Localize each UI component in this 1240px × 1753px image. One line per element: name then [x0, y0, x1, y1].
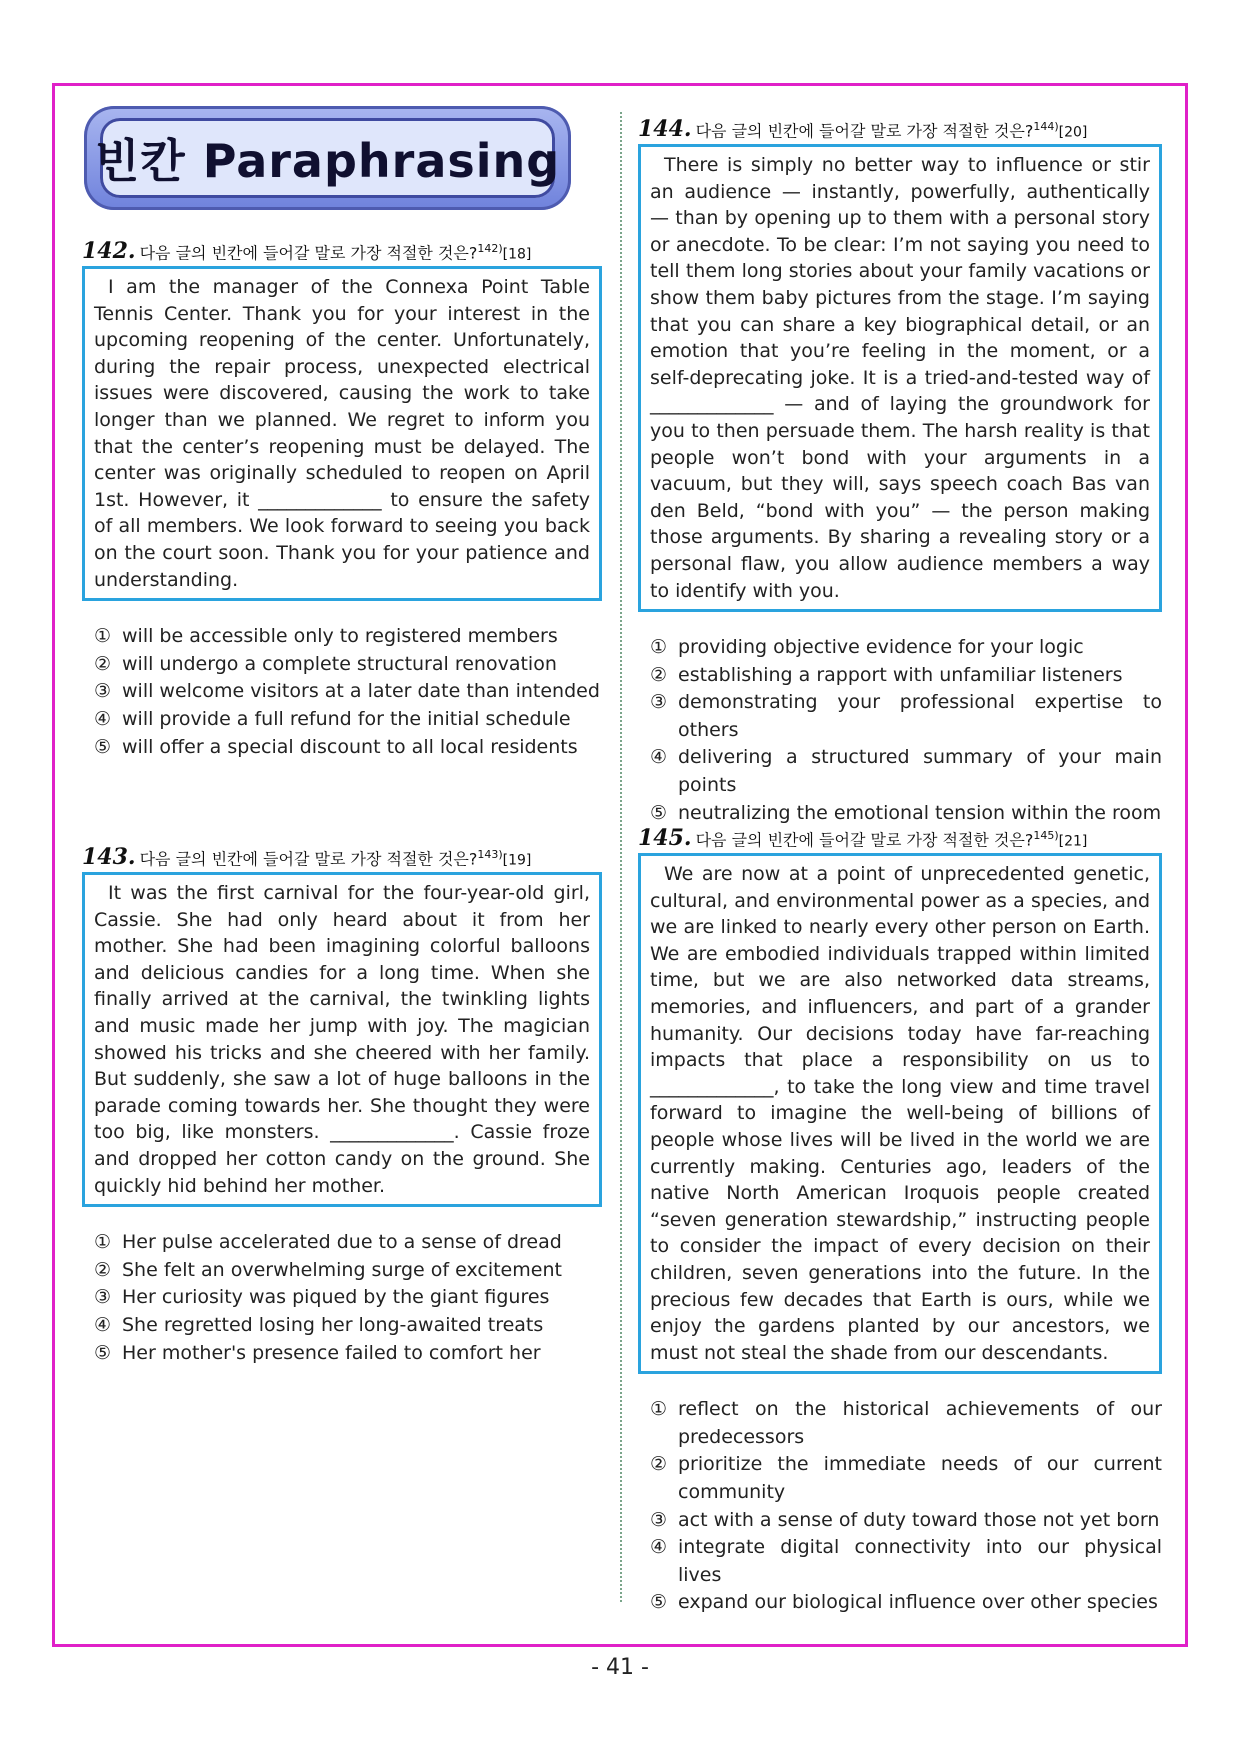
option-number: ③: [650, 691, 668, 714]
option-number: ④: [94, 707, 112, 730]
question-143: [82, 842, 602, 1367]
passage-box: There is simply no better way to influence or stir an audience — instantly, powerfully, authentically — than by opening up to them with a personal story or anecdote. To be clear: I’m not saying you need to tell them long stories about your family vacations or show them baby pictures from the stage. I’m saying that you can share a key biographical detail, or an emotion that you’re feeling in the moment, or a self-deprecating joke. It is a tried-and-tested way of _____________ — and of laying the groundwork for you to then persuade them. The harsh reality is that people won’t bond with your arguments in a vacuum, but they will, says speech coach Bas van den Beld, “bond with you” — the person making those arguments. By sharing a revealing story or a personal flaw, you allow audience members a way to identify with you.: [638, 144, 1162, 612]
option-number: ①: [650, 636, 668, 659]
option-number: ①: [94, 1231, 112, 1254]
passage-box: It was the first carnival for the four-year-old girl, Cassie. She had only heard about it from her mother. She had been imagining colorful balloons and delicious candies for a long time. When she finally arrived at the carnival, the twinkling lights and music made her jump with joy. The magician showed his tricks and she cheered with her family. But suddenly, she saw a lot of huge balloons in the parade coming towards her. She thought they were too big, like monsters. _____________. Cassie froze and dropped her cotton candy on the ground. She quickly hid behind her mother.: [82, 872, 602, 1207]
question-code: 143): [477, 848, 503, 861]
section-title-badge: [84, 106, 571, 210]
answer-option[interactable]: [94, 678, 602, 706]
option-text: will offer a special discount to all local residents: [122, 735, 578, 758]
answer-option[interactable]: [94, 734, 602, 762]
page-number: - 41 -: [591, 1655, 649, 1680]
option-number: ⑤: [94, 1341, 112, 1364]
option-text: reflect on the historical achievements of our predecessors: [678, 1398, 1162, 1448]
question-prompt: 다음 글의 빈칸에 들어갈 말로 가장 적절한 것은?: [139, 243, 478, 263]
answer-option[interactable]: [650, 689, 1162, 744]
option-number: ⑤: [94, 735, 112, 758]
question-prompt: 다음 글의 빈칸에 들어갈 말로 가장 적절한 것은?: [695, 121, 1034, 141]
answer-option[interactable]: [94, 1312, 602, 1340]
option-number: ②: [650, 1453, 668, 1476]
question-source: [18]: [502, 246, 532, 263]
question-source: [21]: [1058, 833, 1088, 850]
option-text: integrate digital connectivity into our physical lives: [678, 1536, 1162, 1586]
section-title: 빈칸 Paraphrasing: [94, 134, 561, 188]
option-text: act with a sense of duty toward those not yet born: [678, 1508, 1160, 1531]
option-text: demonstrating your professional expertise to others: [678, 691, 1162, 741]
answer-option[interactable]: [650, 1534, 1162, 1589]
answer-options: [638, 1396, 1162, 1617]
question-prompt: 다음 글의 빈칸에 들어갈 말로 가장 적절한 것은?: [695, 830, 1034, 850]
answer-option[interactable]: [650, 1507, 1162, 1535]
question-source: [20]: [1058, 124, 1088, 141]
question-code: 142): [477, 242, 503, 255]
passage-box: We are now at a point of unprecedented genetic, cultural, and environmental power as a species, and we are linked to nearly every other person on Earth. We are embodied individuals trapped within limited time, but we are also networked data streams, memories, and influencers, and part of a grander humanity. Our decisions today have far-reaching impacts that place a responsibility on us to _____________, to take the long view and time travel forward to imagine the well-being of billions of people whose lives will be lived in the world we are currently making. Centuries ago, leaders of the native North American Iroquois people created “seven generation stewardship,” instructing people to consider the impact of every decision on their children, seven generations into the future. In the precious few decades that Earth is ours, while we enjoy the gardens planted by our ancestors, we must not steal the shade from our descendants.: [638, 853, 1162, 1374]
answer-option[interactable]: [650, 662, 1162, 690]
answer-option[interactable]: [650, 634, 1162, 662]
answer-options: [82, 623, 602, 761]
option-text: establishing a rapport with unfamiliar listeners: [678, 663, 1123, 686]
option-text: neutralizing the emotional tension within the room: [678, 801, 1162, 824]
question-source: [19]: [502, 852, 532, 869]
answer-option[interactable]: [650, 1396, 1162, 1451]
question-number: 142.: [82, 238, 136, 265]
option-number: ④: [94, 1313, 112, 1336]
option-number: ①: [650, 1398, 668, 1421]
option-number: ③: [94, 680, 112, 703]
answer-option[interactable]: [94, 1229, 602, 1257]
answer-options: [638, 634, 1162, 827]
option-text: She felt an overwhelming surge of excitement: [122, 1258, 562, 1281]
question-code: 144): [1033, 120, 1059, 133]
question-145: [638, 823, 1162, 1617]
option-number: ④: [650, 746, 668, 769]
option-number: ③: [650, 1508, 668, 1531]
option-text: will provide a full refund for the initial schedule: [122, 707, 571, 730]
option-number: ②: [650, 663, 668, 686]
question-code: 145): [1033, 829, 1059, 842]
answer-option[interactable]: [94, 1257, 602, 1285]
answer-option[interactable]: [94, 706, 602, 734]
option-number: ③: [94, 1286, 112, 1309]
option-number: ②: [94, 652, 112, 675]
answer-option[interactable]: [650, 744, 1162, 799]
question-header: [638, 114, 1162, 143]
option-number: ⑤: [650, 801, 668, 824]
question-header: [82, 842, 602, 871]
answer-option[interactable]: [650, 1589, 1162, 1617]
option-text: Her pulse accelerated due to a sense of dread: [122, 1231, 562, 1254]
answer-option[interactable]: [94, 1284, 602, 1312]
option-number: ①: [94, 625, 112, 648]
option-number: ②: [94, 1258, 112, 1281]
question-header: [638, 823, 1162, 852]
question-number: 143.: [82, 844, 136, 871]
option-text: delivering a structured summary of your main points: [678, 746, 1162, 797]
option-text: will undergo a complete structural renovation: [122, 652, 557, 675]
passage-box: I am the manager of the Connexa Point Table Tennis Center. Thank you for your interest in the upcoming reopening of the center. Unfortunately, during the repair process, unexpected electrical issues were discovered, causing the work to take longer than we planned. We regret to inform you that the center’s reopening must be delayed. The center was originally scheduled to reopen on April 1st. However, it _____________ to ensure the safety of all members. We look forward to seeing you back on the court soon. Thank you for your patience and understanding.: [82, 266, 602, 601]
question-number: 144.: [638, 116, 692, 143]
option-text: providing objective evidence for your logic: [678, 636, 1084, 659]
option-text: She regretted losing her long-awaited treats: [122, 1313, 544, 1336]
option-text: will welcome visitors at a later date than intended: [122, 680, 600, 703]
answer-option[interactable]: [94, 1340, 602, 1368]
question-142: [82, 236, 602, 761]
answer-option[interactable]: [94, 651, 602, 679]
option-text: Her mother's presence failed to comfort her: [122, 1341, 541, 1364]
column-divider: [620, 112, 622, 1602]
question-prompt: 다음 글의 빈칸에 들어갈 말로 가장 적절한 것은?: [139, 849, 478, 869]
answer-option[interactable]: [650, 1451, 1162, 1506]
option-text: will be accessible only to registered members: [122, 625, 558, 648]
option-text: expand our biological influence over other species: [678, 1591, 1158, 1614]
option-number: ④: [650, 1536, 668, 1559]
option-number: ⑤: [650, 1591, 668, 1614]
option-text: prioritize the immediate needs of our current community: [678, 1453, 1162, 1504]
question-144: [638, 114, 1162, 827]
answer-option[interactable]: [94, 623, 602, 651]
option-text: Her curiosity was piqued by the giant figures: [122, 1286, 550, 1309]
answer-options: [82, 1229, 602, 1367]
question-number: 145.: [638, 825, 692, 852]
question-header: [82, 236, 602, 265]
